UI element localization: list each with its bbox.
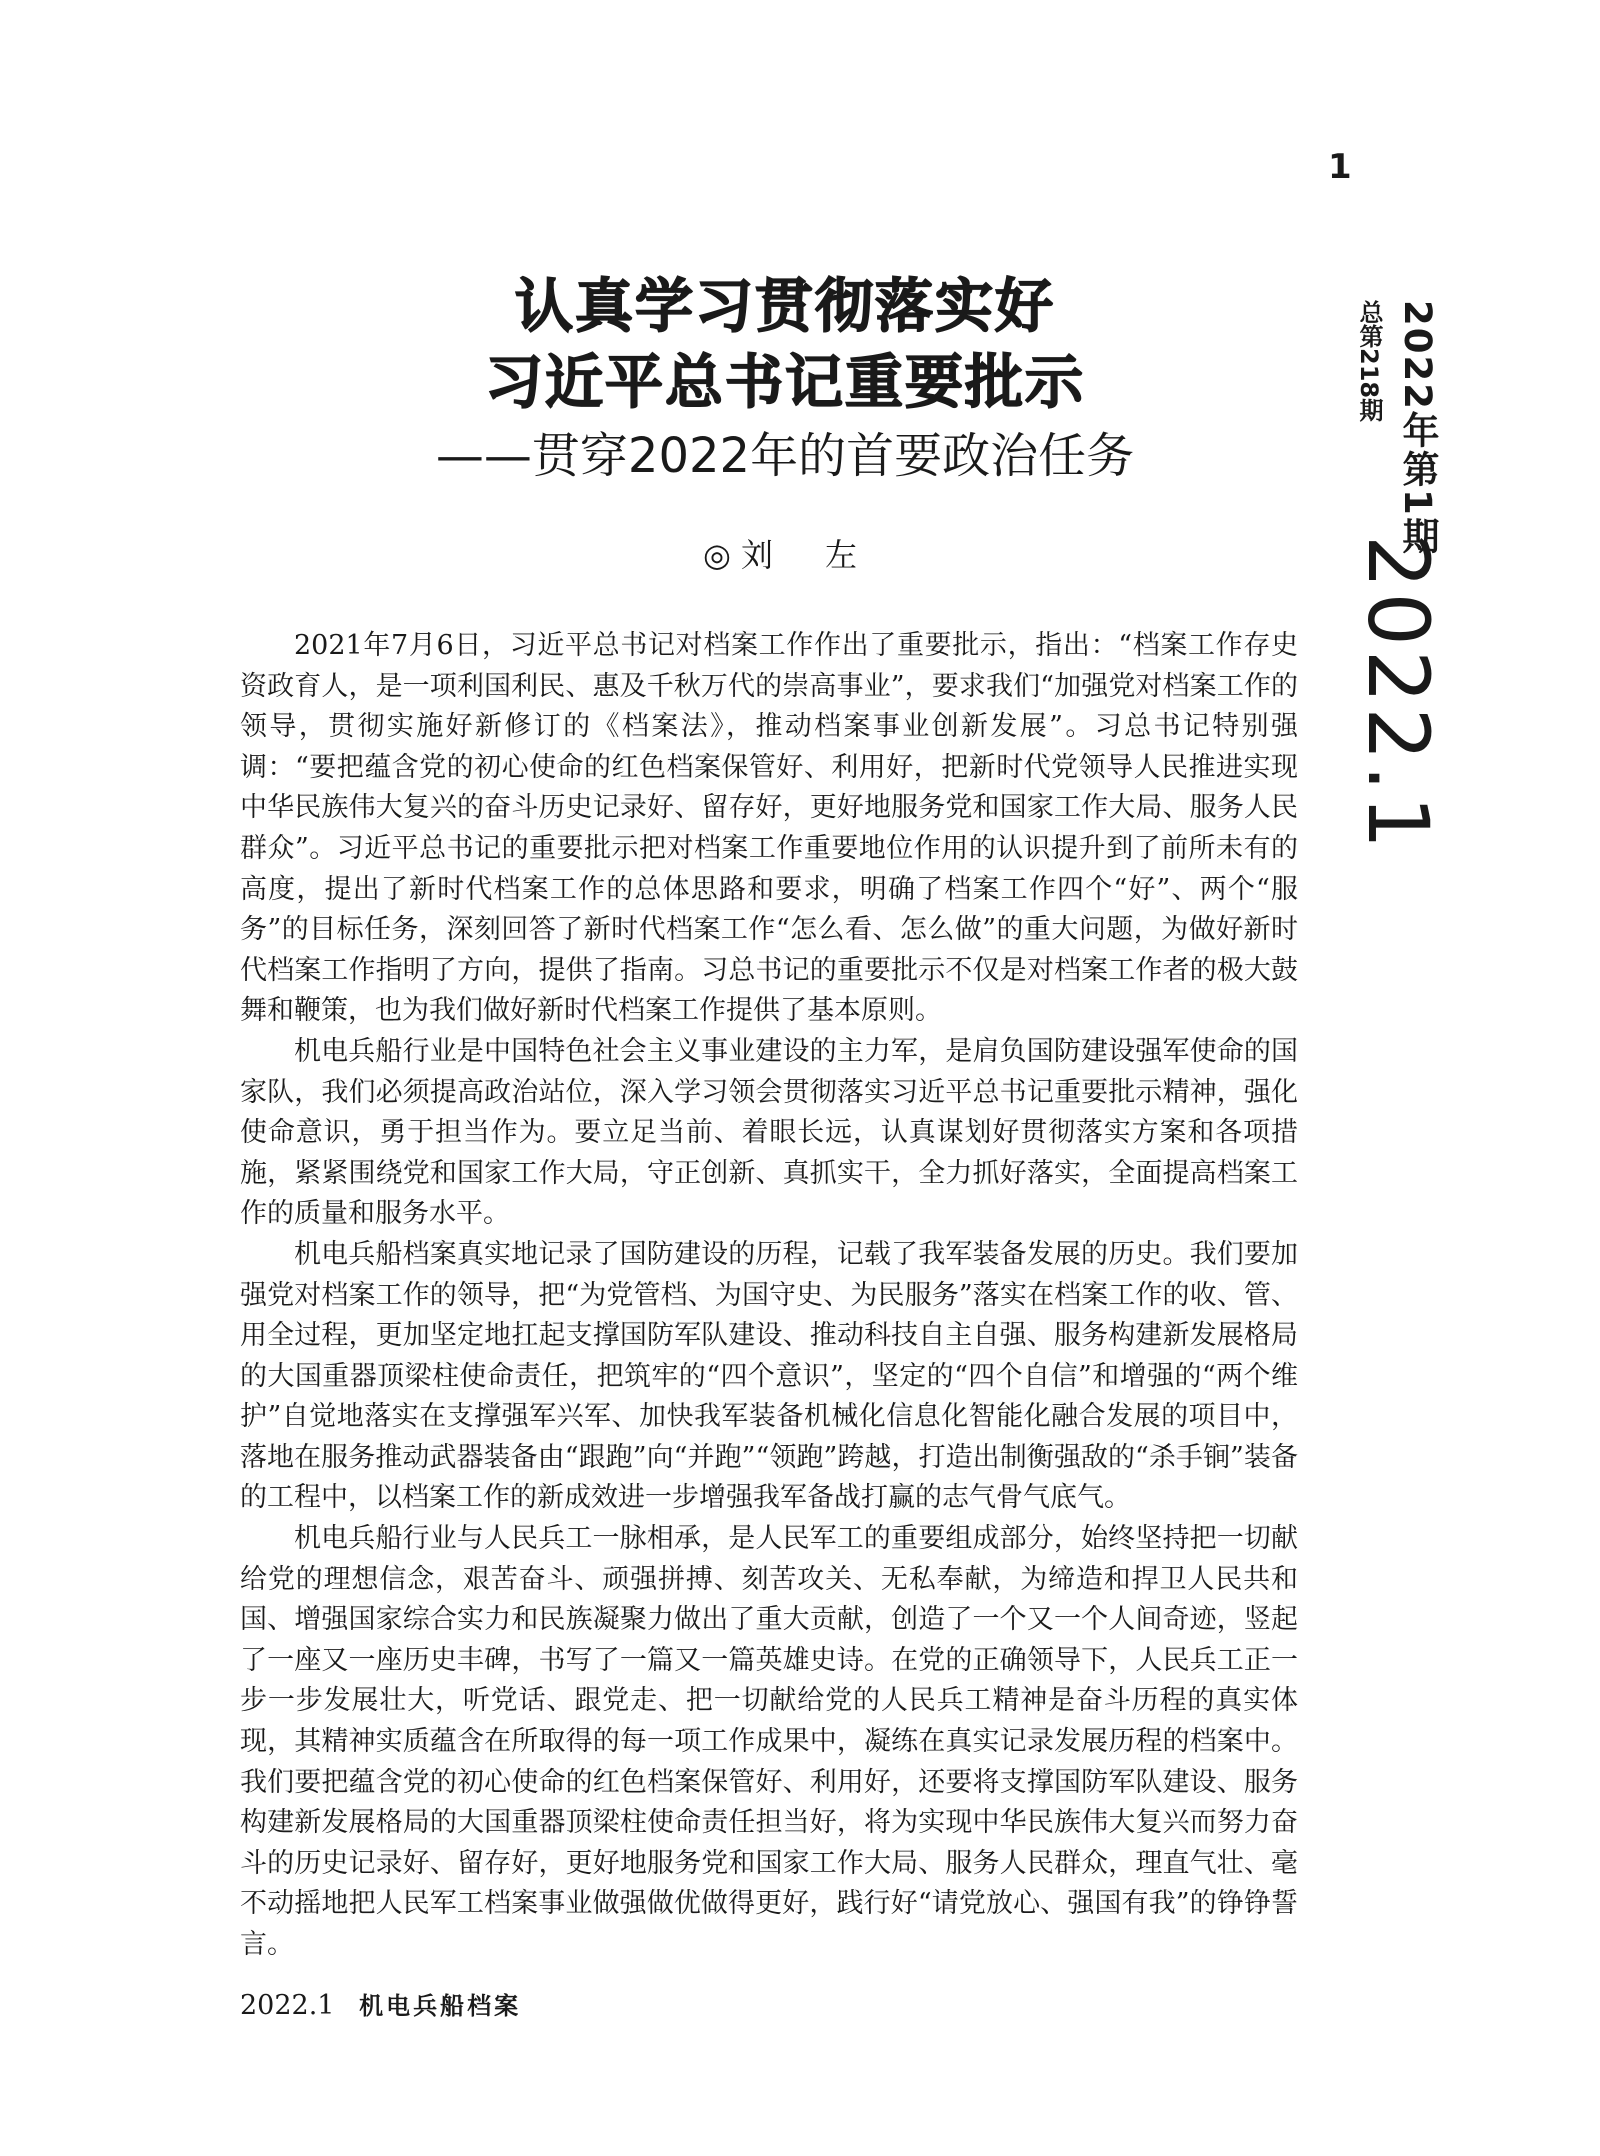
article-title-line-1: 认真学习贯彻落实好 [514, 272, 1055, 340]
article-paragraph-3: 机电兵船档案真实地记录了国防建设的历程，记载了我军装备发展的历史。我们要加强党对档案工作的领导，把“为党管档、为国守史、为民服务”落实在档案工作的收、管、用全过程，更加坚定地扛起支撑国防军队建设、推动科技自主自强、服务构建新发展格局的大国重器顶梁柱使命责任，把筑牢的“四个意识”，坚定的“四个自信”和增强的“两个维护”自觉地落实在支撑强军兴军、加快我军装备机械化信息化智能化融合发展的项目中，落地在服务推动武器装备由“跟跑”向“并跑”“领跑”跨越，打造出制衡强敌的“杀手锏”装备的工程中，以档案工作的新成效进一步增强我军备战打赢的志气骨气底气。 [240, 1238, 1298, 1514]
article-title-line-2: 习近平总书记重要批示 [484, 348, 1085, 416]
issue-big-label: 2022.1 [1349, 535, 1447, 853]
issue-year-number: 2022年第1期 [1396, 300, 1439, 556]
page-number: 1 [1328, 147, 1352, 187]
article-header [240, 268, 1330, 576]
article-subtitle: ——贯穿2022年的首要政治任务 [435, 428, 1135, 484]
issue-total-number: 总第218期 [1355, 300, 1383, 423]
article-title [240, 268, 1330, 420]
article-body [240, 626, 1298, 1966]
article-paragraph-4: 机电兵船行业与人民兵工一脉相承，是人民军工的重要组成部分，始终坚持把一切献给党的理想信念，艰苦奋斗、顽强拼搏、刻苦攻关、无私奉献，为缔造和捍卫人民共和国、增强国家综合实力和民族凝聚力做出了重大贡献，创造了一个又一个人间奇迹，竖起了一座又一座历史丰碑，书写了一篇又一篇英雄史诗。在党的正确领导下，人民兵工正一步一步发展壮大，听党话、跟党走、把一切献给党的人民兵工精神是奋斗历程的真实体现，其精神实质蕴含在所取得的每一项工作成果中，凝练在真实记录发展历程的档案中。我们要把蕴含党的初心使命的红色档案保管好、利用好，还要将支撑国防军队建设、服务构建新发展格局的大国重器顶梁柱使命责任担当好，将为实现中华民族伟大复兴而努力奋斗的历史记录好、留存好，更好地服务党和国家工作大局、服务人民群众，理直气壮、毫不动摇地把人民军工档案事业做强做优做得更好，践行好“请党放心、强国有我”的铮铮誓言。 [240, 1523, 1298, 1960]
article-paragraph-2: 机电兵船行业是中国特色社会主义事业建设的主力军，是肩负国防建设强军使命的国家队，我们必须提高政治站位，深入学习领会贯彻落实习近平总书记重要批示精神，强化使命意识，勇于担当作为。要立足当前、着眼长远，认真谋划好贯彻落实方案和各项措施，紧紧围绕党和国家工作大局，守正创新、真抓实干，全力抓好落实，全面提高档案工作的质量和服务水平。 [240, 1035, 1298, 1230]
article-author: ◎刘 左 [703, 536, 867, 574]
footer-issue: 2022.1 [240, 1990, 335, 2021]
page-footer [240, 1992, 521, 2019]
article-paragraph-1: 2021年7月6日，习近平总书记对档案工作作出了重要批示，指出：“档案工作存史资政育人，是一项利国利民、惠及千秋万代的崇高事业”，要求我们“加强党对档案工作的领导，贯彻实施好新修订的《档案法》，推动档案事业创新发展”。习总书记特别强调：“要把蕴含党的初心使命的红色档案保管好、利用好，把新时代党领导人民推进实现中华民族伟大复兴的奋斗历史记录好、留存好，更好地服务党和国家工作大局、服务人民群众”。习近平总书记的重要批示把对档案工作重要地位作用的认识提升到了前所未有的高度，提出了新时代档案工作的总体思路和要求，明确了档案工作四个“好”、两个“服务”的目标任务，深刻回答了新时代档案工作“怎么看、怎么做”的重大问题，为做好新时代档案工作指明了方向，提供了指南。习总书记的重要批示不仅是对档案工作者的极大鼓舞和鞭策，也为我们做好新时代档案工作提供了基本原则。 [240, 630, 1298, 1027]
footer-journal-name: 机电兵船档案 [359, 1992, 522, 2020]
